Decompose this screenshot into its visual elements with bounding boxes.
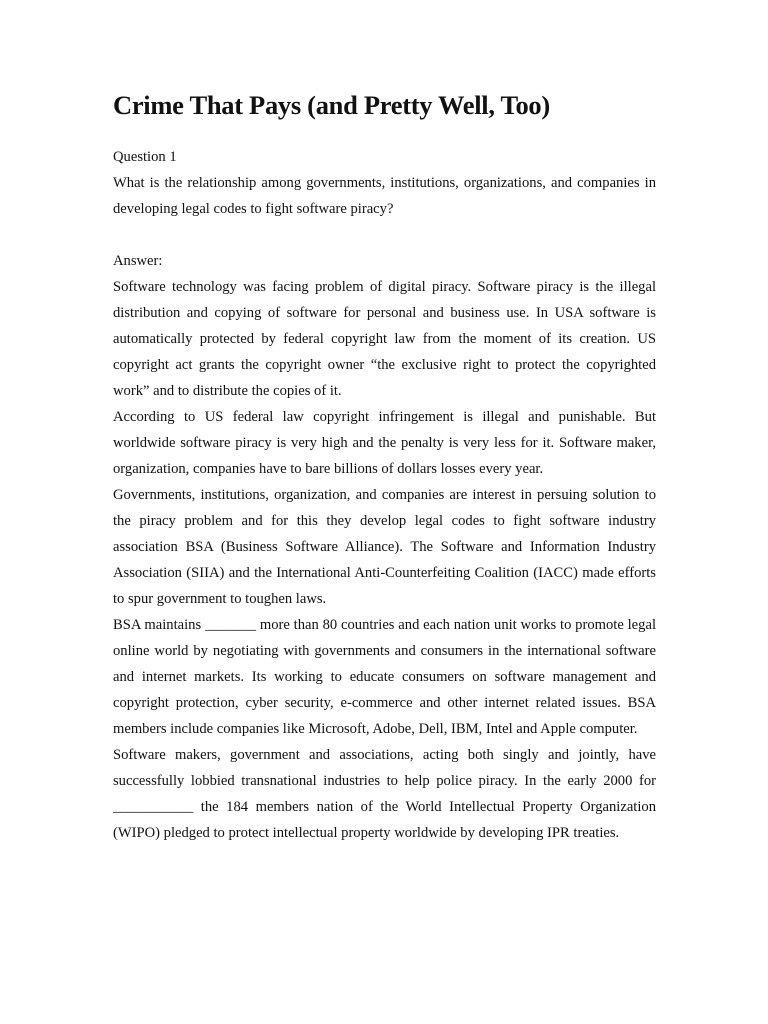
question-text: What is the relationship among governments, institutions, organizations, and companies in developing legal codes to fight software piracy?: [113, 174, 656, 217]
page-title: Crime That Pays (and Pretty Well, Too): [113, 90, 550, 120]
answer-label: Answer:: [113, 252, 163, 269]
question-label: Question 1: [113, 148, 177, 165]
answer-paragraph-4: BSA maintains _______ more than 80 countries and each nation unit works to promote legal online world by negotiating with governments and consumers in the international software and internet markets. Its working to educate consumers on software management and copyright protection, cyber security, e-commerce and other internet related issues. BSA members include companies like Microsoft, Adobe, Dell, IBM, Intel and Apple computer.: [113, 616, 656, 737]
answer-paragraph-2: According to US federal law copyright infringement is illegal and punishable. But worldwide software piracy is very high and the penalty is very less for it. Software maker, organization, companies have to bare billions of dollars losses every year.: [113, 408, 656, 477]
answer-paragraph-3: Governments, institutions, organization, and companies are interest in persuing solution to the piracy problem and for this they develop legal codes to fight software industry association BSA (Business Software Alliance). The Software and Information Industry Association (SIIA) and the International Anti-Counterfeiting Coalition (IACC) made efforts to spur government to toughen laws.: [113, 486, 656, 607]
answer-paragraph-5: Software makers, government and associations, acting both singly and jointly, have successfully lobbied transnational industries to help police piracy. In the early 2000 for ___________ the 184 members nation of the World Intellectual Property Organization (WIPO) pledged to protect intellectual property worldwide by developing IPR treaties.: [113, 746, 656, 841]
answer-paragraph-1: Software technology was facing problem of digital piracy. Software piracy is the illegal distribution and copying of software for personal and business use. In USA software is automatically protected by federal copyright law from the moment of its creation. US copyright act grants the copyright owner “the exclusive right to protect the copyrighted work” and to distribute the copies of it.: [113, 278, 656, 399]
